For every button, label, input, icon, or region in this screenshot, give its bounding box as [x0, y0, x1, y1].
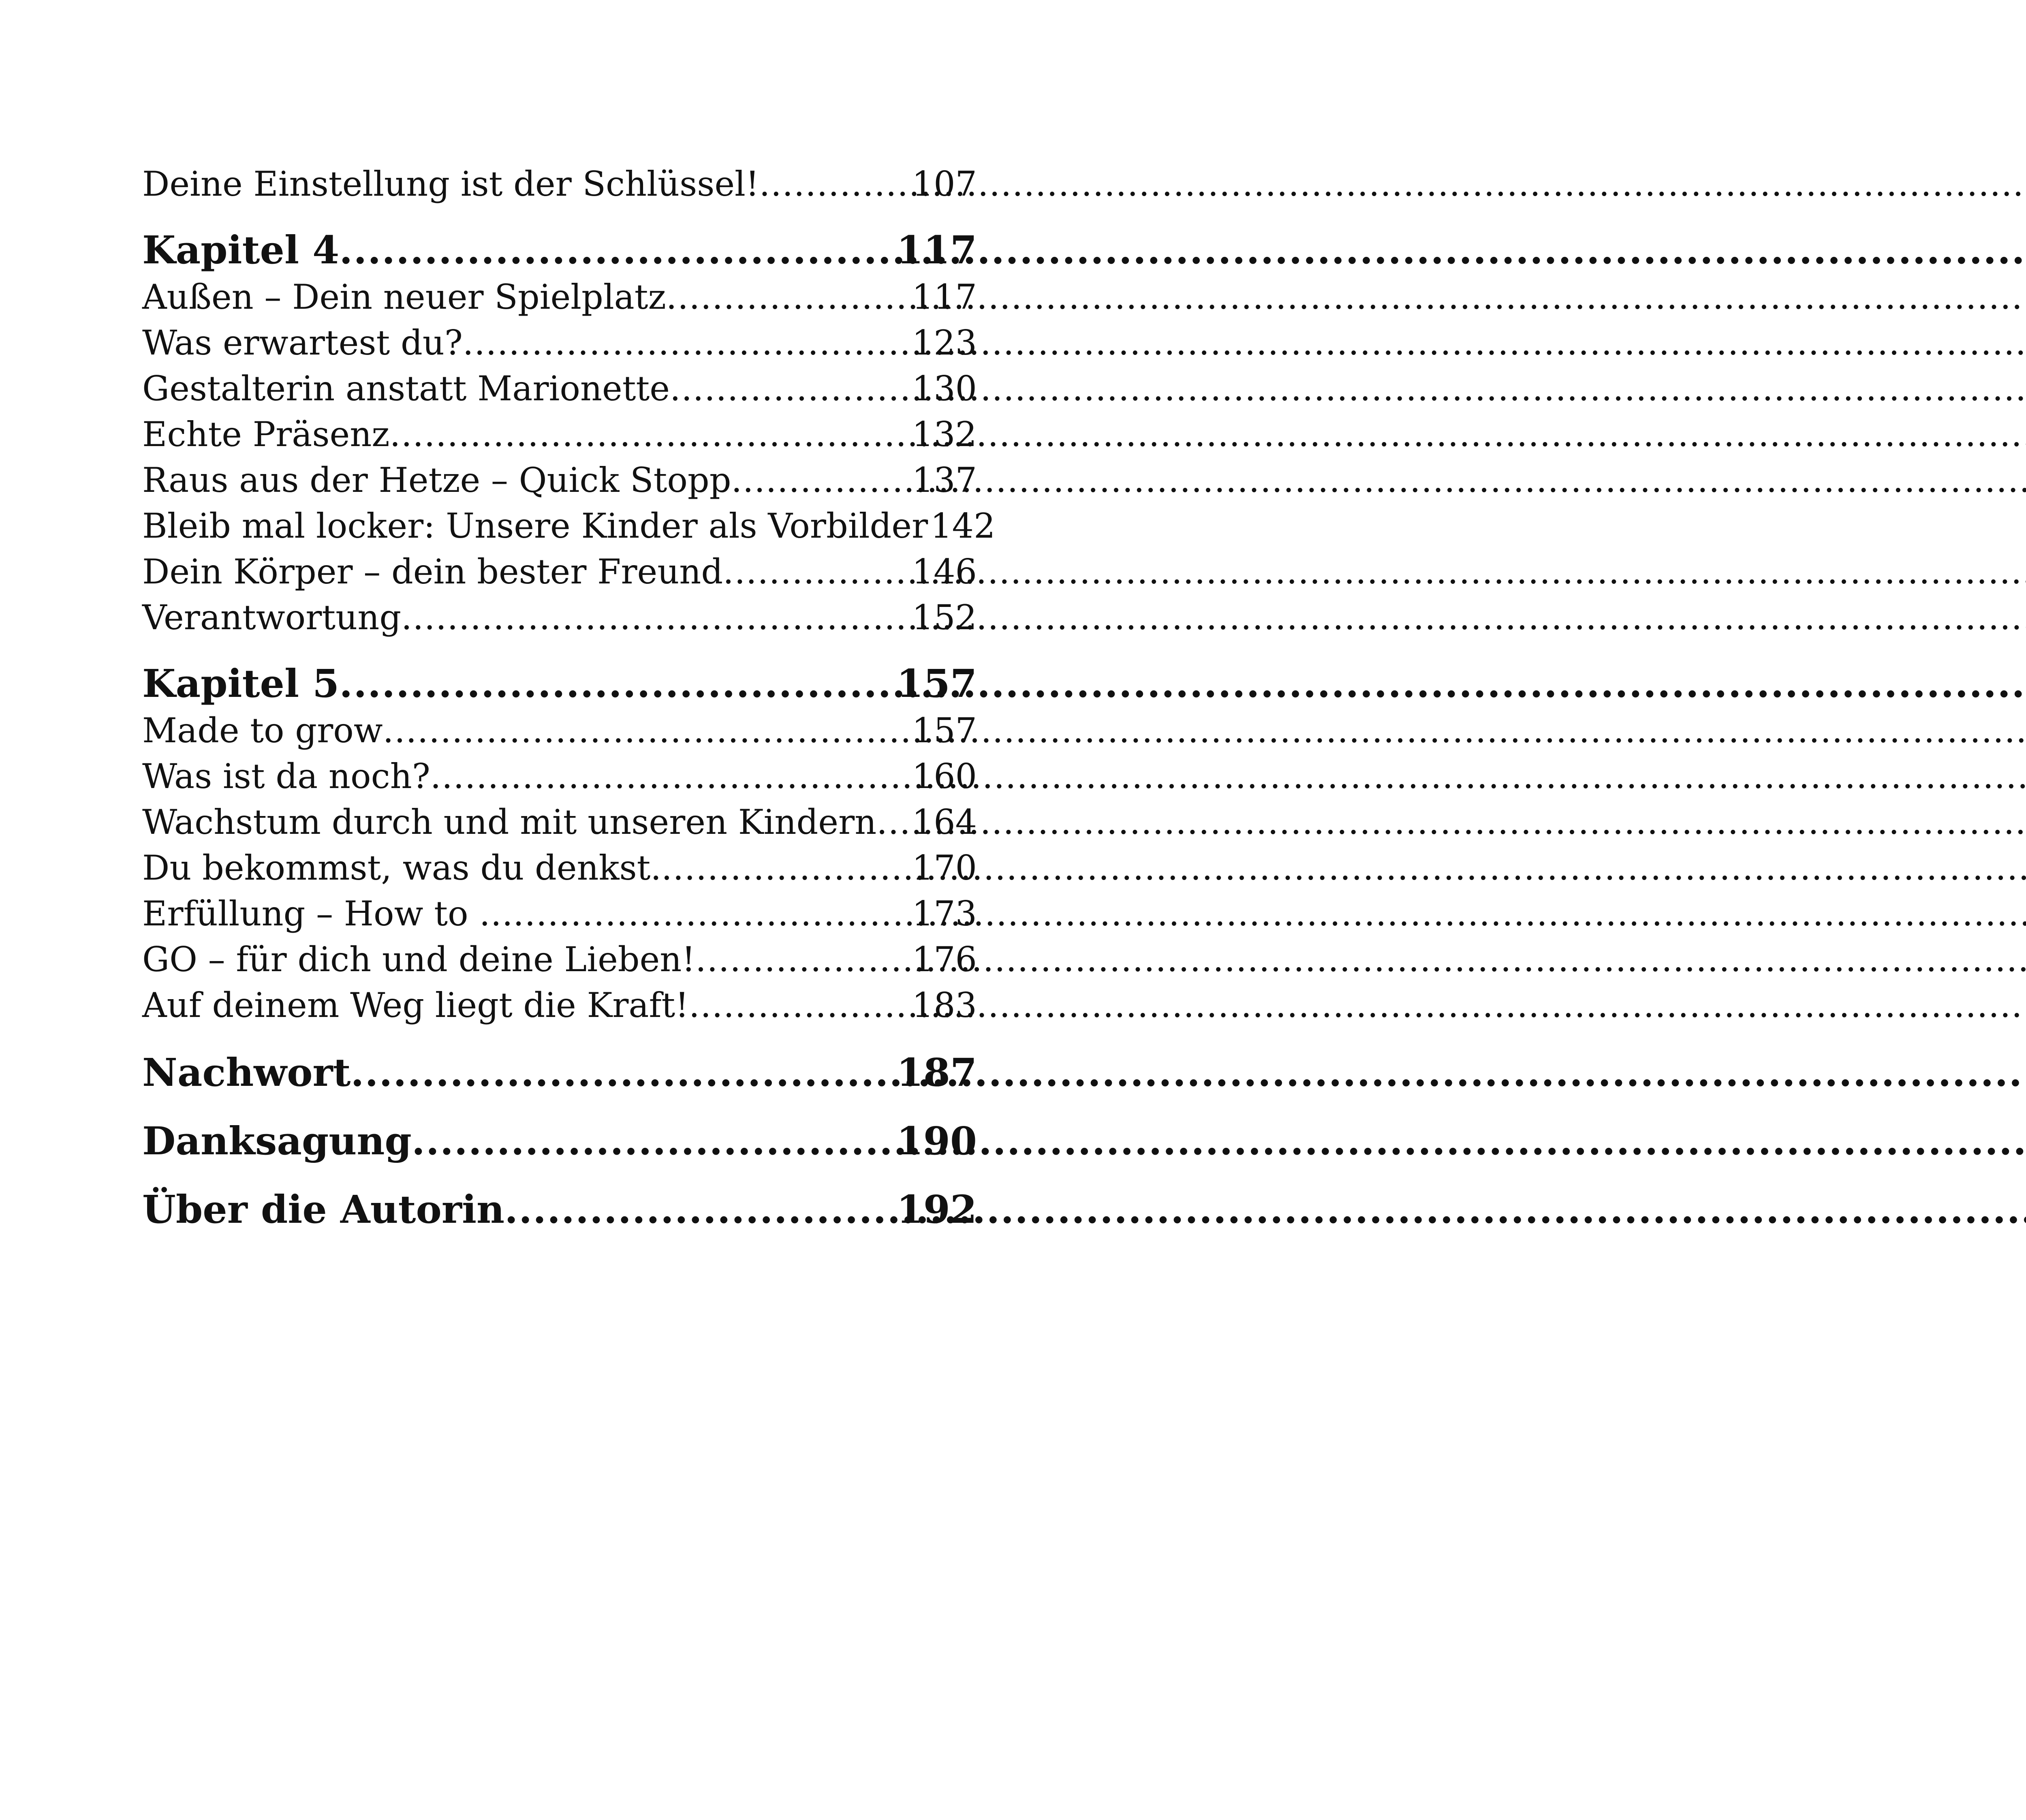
toc-entry-page: 107 [912, 164, 977, 204]
toc-entry[interactable] [142, 412, 977, 457]
toc-entry[interactable] [142, 845, 977, 891]
toc-entry[interactable] [142, 983, 977, 1028]
toc-chapter-title: Nachwort [142, 1050, 351, 1095]
dot-leader [412, 1117, 894, 1165]
dot-leader [513, 891, 909, 937]
toc-chapter-5[interactable] [142, 660, 977, 708]
toc-entry-title: Bleib mal locker: Unsere Kinder als Vorbilder [142, 506, 928, 546]
dot-leader [759, 161, 910, 207]
toc-about-author[interactable] [142, 1186, 977, 1234]
toc-chapter-page: 157 [896, 661, 977, 706]
toc-entry-page: 176 [912, 940, 977, 979]
toc-chapter-title: Über die Autorin [142, 1187, 505, 1232]
toc-entry-title: Dein Körper – dein bester Freund [142, 552, 723, 592]
toc-entry-page: 132 [912, 414, 977, 454]
toc-entry-einstellung[interactable] [142, 161, 977, 207]
toc-entry-title: GO – für dich und deine Lieben! [142, 940, 696, 979]
toc-entry[interactable] [142, 708, 977, 754]
toc-entry[interactable] [142, 799, 977, 845]
toc-entry-title: Erfüllung – How to … [142, 894, 513, 933]
toc-entry-page: 164 [912, 802, 977, 842]
dot-leader [463, 320, 910, 366]
toc-entry-title: Auf deinem Weg liegt die Kraft! [142, 985, 689, 1025]
toc-chapter-page: 117 [896, 228, 977, 273]
toc-entry-page: 170 [912, 848, 977, 888]
toc-entry-title: Was erwartest du? [142, 323, 463, 363]
toc-entry-page: 183 [912, 985, 977, 1025]
dot-leader [731, 457, 909, 503]
toc-entry-title: Verantwortung [142, 598, 402, 637]
toc-entry-title: Außen – Dein neuer Spielplatz [142, 277, 666, 317]
toc-entry-title: Echte Präsenz [142, 414, 390, 454]
toc-entry-page: 130 [912, 369, 977, 408]
dot-leader [666, 274, 910, 320]
toc-entry-page: 146 [912, 552, 977, 592]
toc-entry[interactable] [142, 274, 977, 320]
toc-entry-page: 117 [912, 277, 977, 317]
toc-entry[interactable] [142, 320, 977, 366]
toc-entry-title: Made to grow [142, 711, 383, 750]
toc-entry-title: Gestalterin anstatt Marionette [142, 369, 670, 408]
toc-entry-page: 152 [912, 598, 977, 637]
toc-entry-page: 142 [930, 506, 996, 546]
toc-entry-title: Deine Einstellung ist der Schlüssel! [142, 164, 759, 204]
toc-chapter-title: Kapitel 4 [142, 228, 340, 273]
dot-leader [695, 937, 910, 983]
dot-leader [723, 549, 909, 595]
toc-entry-title: Wachstum durch und mit unseren Kindern [142, 802, 877, 842]
dot-leader [661, 845, 910, 891]
toc-entry-title: Du bekommst, was du denkst. [142, 848, 662, 888]
toc-entry[interactable] [142, 754, 977, 799]
toc-chapter-title: Kapitel 5 [142, 661, 340, 706]
dot-leader [339, 660, 894, 708]
dot-leader [876, 799, 909, 845]
dot-leader [390, 412, 910, 457]
toc-entry-page: 160 [912, 756, 977, 796]
dot-leader [670, 366, 910, 412]
dot-leader [401, 595, 910, 641]
toc-entry[interactable] [142, 891, 977, 937]
toc-entry[interactable] [142, 595, 977, 641]
dot-leader [689, 983, 910, 1028]
toc-entry-page: 157 [912, 711, 977, 750]
toc-entry[interactable] [142, 457, 977, 503]
toc-entry-page: 137 [912, 460, 977, 500]
toc-chapter-4[interactable] [142, 226, 977, 274]
dot-leader [430, 754, 910, 799]
toc-chapter-page: 187 [896, 1050, 977, 1095]
toc-acknowledgements[interactable] [142, 1117, 977, 1165]
toc-entry-page: 123 [912, 323, 977, 363]
toc-chapter-4-block [142, 226, 996, 641]
toc-entry[interactable] [142, 549, 977, 595]
dot-leader [350, 1049, 894, 1097]
toc-entry-title: Was ist da noch? [142, 756, 430, 796]
toc-entry[interactable] [142, 366, 977, 412]
toc-entry[interactable] [142, 937, 977, 983]
toc-chapter-page: 190 [896, 1119, 977, 1164]
toc-entry-title: Raus aus der Hetze – Quick Stopp [142, 460, 731, 500]
table-of-contents [142, 161, 996, 1234]
toc-entry-page: 173 [912, 894, 977, 933]
dot-leader [339, 226, 894, 274]
dot-leader [383, 708, 910, 754]
toc-afterword[interactable] [142, 1049, 977, 1097]
toc-chapter-title: Danksagung [142, 1119, 412, 1164]
dot-leader [504, 1186, 894, 1234]
toc-chapter-5-block [142, 660, 977, 1028]
toc-entry[interactable] [142, 503, 996, 549]
toc-chapter-page: 192 [896, 1187, 977, 1232]
